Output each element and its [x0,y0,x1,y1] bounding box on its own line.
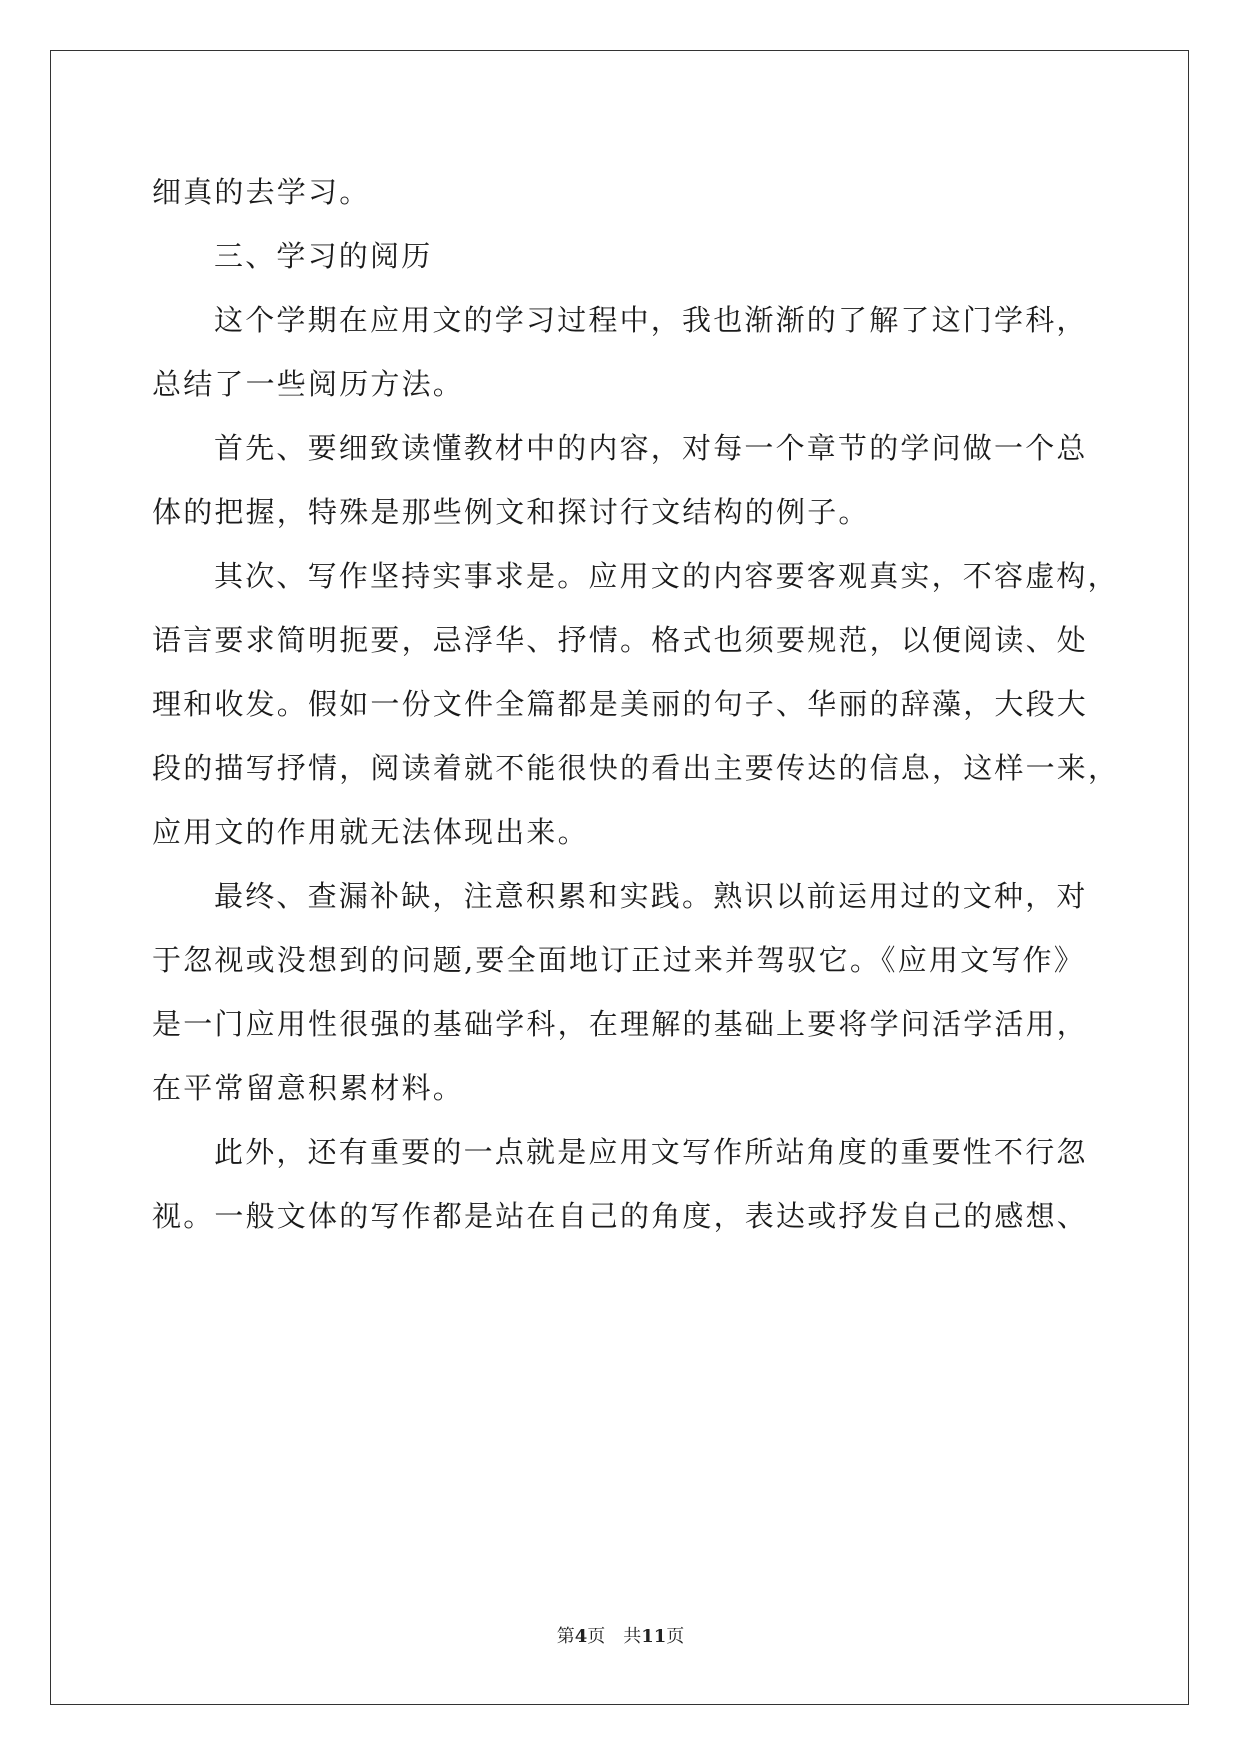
text-line: 三、学习的阅历 [214,239,433,273]
text-line: 总结了一些阅历方法。 [152,367,465,401]
page-number: 4 [574,1626,588,1647]
text-line: 体的把握，特殊是那些例文和探讨行文结构的例子。 [152,495,870,529]
total-suffix: 页 [666,1626,685,1647]
total-prefix: 共 [623,1626,642,1647]
text-line: 这个学期在应用文的学习过程中，我也渐渐的了解了这门学科， [214,303,1088,337]
text-line: 此外，还有重要的一点就是应用文写作所站角度的重要性不行忽 [214,1135,1088,1169]
text-line: 段的描写抒情，阅读着就不能很快的看出主要传达的信息，这样一来， [152,751,1120,785]
text-line: 最终、查漏补缺，注意积累和实践。熟识以前运用过的文种，对 [214,879,1088,913]
page-prefix: 第 [556,1626,575,1647]
text-line: 是一门应用性很强的基础学科，在理解的基础上要将学问活学活用， [152,1007,1089,1041]
text-line: 于忽视或没想到的问题,要全面地订正过来并驾驭它。《应用文写作》 [152,943,1085,977]
text-line: 理和收发。假如一份文件全篇都是美丽的句子、华丽的辞藻，大段大 [152,687,1089,721]
text-line: 应用文的作用就无法体现出来。 [152,815,589,849]
text-line: 首先、要细致读懂教材中的内容，对每一个章节的学问做一个总 [214,431,1088,465]
page-suffix: 页 [587,1626,606,1647]
page-footer [0,1622,1241,1648]
total-pages: 11 [641,1626,667,1647]
text-line: 视。一般文体的写作都是站在自己的角度，表达或抒发自己的感想、 [152,1199,1089,1233]
text-line: 细真的去学习。 [152,175,371,209]
document-body [152,160,1120,1248]
text-line: 在平常留意积累材料。 [152,1071,465,1105]
text-line: 其次、写作坚持实事求是。应用文的内容要客观真实，不容虚构， [214,559,1119,593]
text-line: 语言要求简明扼要，忌浮华、抒情。格式也须要规范，以便阅读、处 [152,623,1089,657]
